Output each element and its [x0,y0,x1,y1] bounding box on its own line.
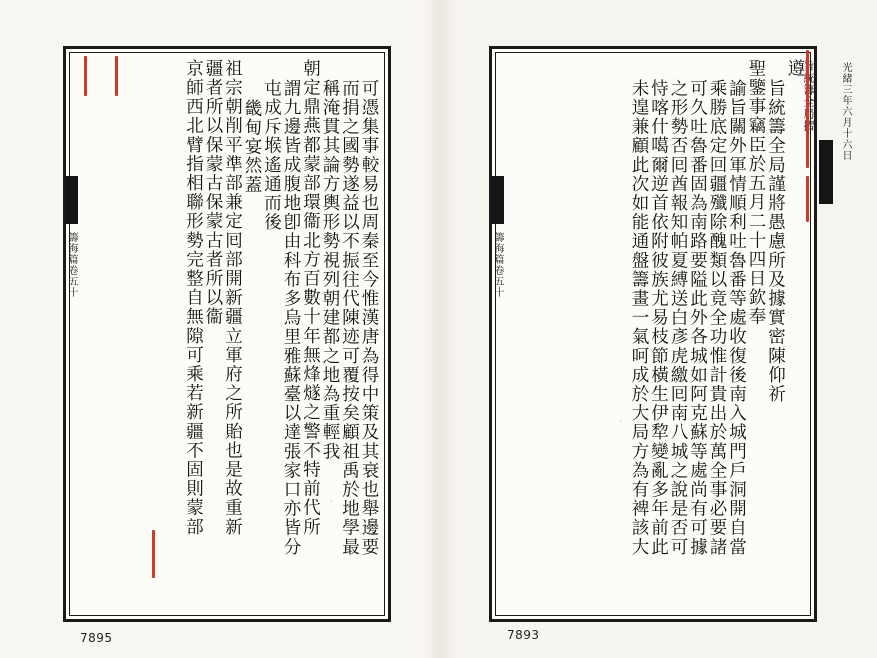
left-leaf-columns [76,59,378,609]
right-leaf-juan-caption: 籌海篇卷五十 [492,232,503,298]
right-leaf-inner-tab [492,176,504,224]
text-column: 諭旨關外軍情順利吐魯番等處收復後南入城門戶洞開自當 [726,79,747,557]
text-column: 旨統籌全局謹將愚慮所及據實密陳仰祈 [765,79,786,404]
right-leaf-margin-date: 光緒三年六月十六日 [840,62,851,161]
text-column: 之形勢否囘酋報知帕夏縛送白彥虎繳囘南八城之說是否可 [668,79,688,557]
paper-speck [740,250,742,252]
text-column: 遵 [785,59,805,79]
paper-speck [240,120,242,122]
text-column: 乘勝底定回疆殲除醜類以竟全功惟計貴出於萬全事必要諸 [707,79,727,557]
right-leaf-columns [502,59,804,609]
right-leaf-text-block [489,46,817,622]
text-column: 謂九邊皆成腹地卽由科布多烏里雅蘇臺以達張家口亦皆分 [281,79,301,557]
left-leaf-margin-tab [66,176,78,224]
text-column: 可久吐魯番固為南路要隘此外各城如阿克蘇等處尚有可據 [687,79,708,557]
right-leaf-margin-tab [819,140,833,204]
red-emphasis-mark [152,530,155,578]
folio-number-left: 7895 [80,631,113,645]
paper-speck [330,500,332,502]
red-emphasis-mark [84,56,87,96]
text-column: 未遑兼顧此次如能通盤籌畫一氣呵成於大局方為有裨該大 [629,79,649,557]
text-column: 而捐之國勢遂益以不振往代陳迹可覆按矣顧祖禹於地學最 [339,79,360,557]
text-column: 可憑集事較易也周秦至今惟漢唐為得中策及其衰也舉邊要 [359,79,379,557]
text-column: 恃喀什噶爾逆首依附彼族尤易枝節橫生伊犂變亂多年前此 [648,79,669,557]
paper-speck [620,420,622,422]
red-emphasis-mark [115,56,118,96]
left-leaf-juan-caption: 籌海篇卷五十 [66,232,77,298]
text-column: 朝定鼎燕都蒙部環衞北方百數十年無烽燧之警不特前代所 [300,59,321,537]
text-column: 疆者所以保蒙古保蒙古者所以衞 [203,59,223,327]
book-gutter [424,0,458,658]
text-column: 屯成斥堠遙通而後 [261,79,282,232]
red-emphasis-mark [806,50,809,168]
text-column: 畿甸宴然蓋 [242,99,262,195]
folio-number-right: 7893 [507,628,540,642]
red-emphasis-mark [806,176,809,222]
text-column: 祖宗朝削平準部兼定囘部開新疆立軍府之所貽也是故重新 [222,59,243,537]
text-column: 稱淹貫其論方輿形勢視列朝建都之地為重輕我 [320,79,340,461]
text-column: 京師西北臂指相聯形勢完整自無隙可乘若新疆不固則蒙部 [183,59,204,537]
text-column: 聖鑒事竊臣於五月二十四日欽奉 [746,59,766,327]
left-leaf-text-block [63,46,391,622]
